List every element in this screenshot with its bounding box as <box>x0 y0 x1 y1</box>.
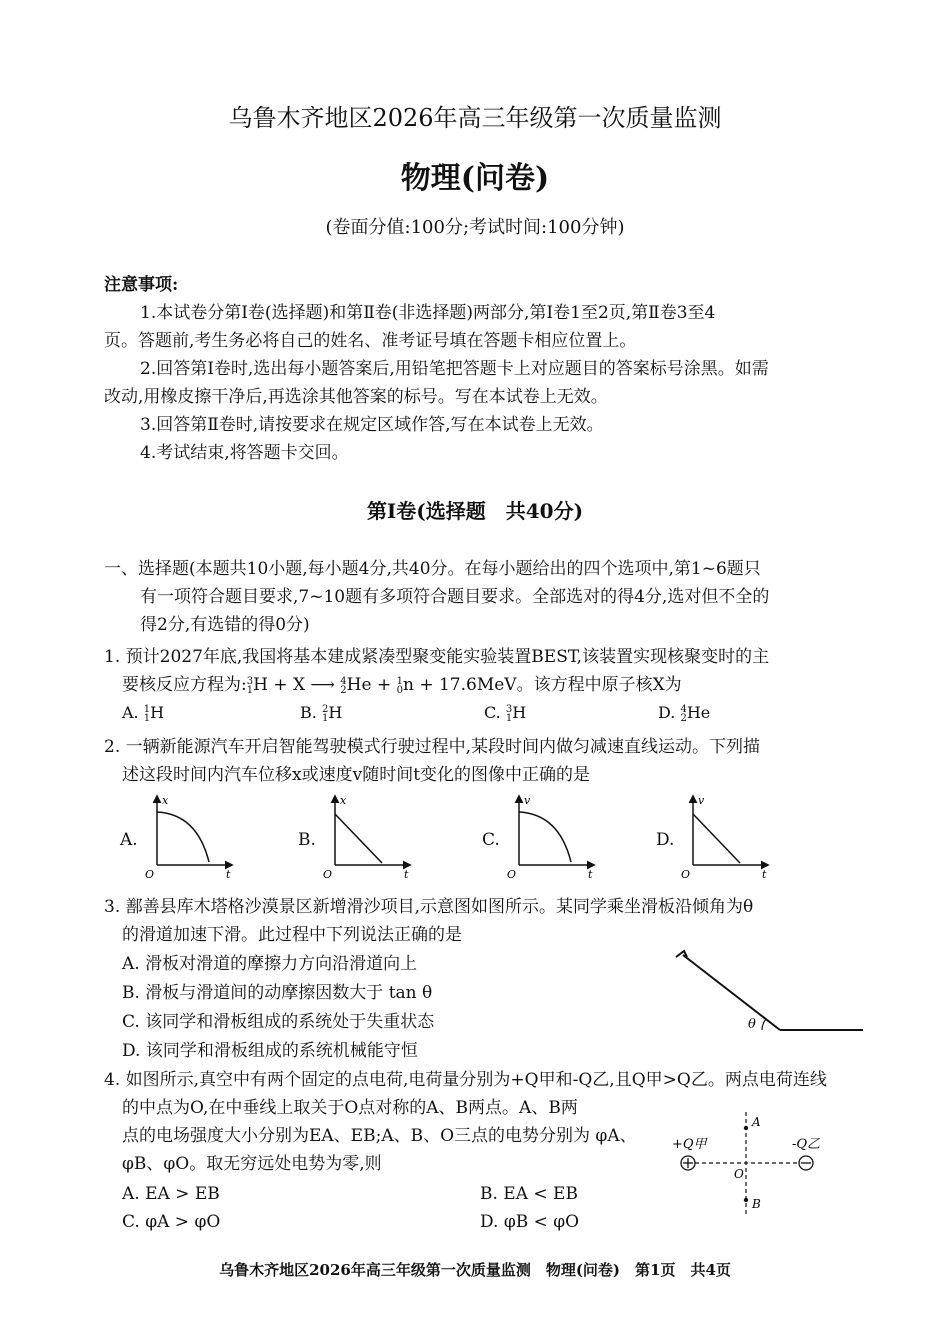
q1-equation-part-a: H + X ⟶ <box>253 675 341 695</box>
q1-equation-prefix: 要核反应方程为: <box>122 675 247 695</box>
notice-item4: 4.考试结束,将答题卡交回。 <box>140 443 349 463</box>
q2-axis-y-d: v <box>698 794 705 807</box>
q2-axis-x-b: t <box>404 868 409 880</box>
q2-graph-label-d: D. <box>656 830 675 850</box>
q1-option-b <box>300 703 342 723</box>
q4-option-b: B. EA < EB <box>480 1184 578 1204</box>
q1-option-nuclide-numbers: 2 1 <box>321 703 329 724</box>
q3-stem-line2: 的滑道加速下滑。此过程中下列说法正确的是 <box>122 925 462 945</box>
q2-line-d <box>693 814 740 863</box>
q1-option-nuclide-numbers: 4 2 <box>680 703 687 724</box>
q2-graph-label-c: C. <box>482 830 500 850</box>
q4-option-a: A. EA > EB <box>122 1184 220 1204</box>
nuclide-he4: 4 2 <box>340 675 347 696</box>
q2-axis-x-a: t <box>226 868 231 880</box>
q2-origin-b: O <box>323 868 333 880</box>
part1-instructions-line2: 有一项符合题目要求,7~10题有多项符合题目要求。全部选对的得4分,选对但不全的 <box>140 587 770 607</box>
q1-option-label: C. <box>484 703 506 722</box>
q2-graph-label-a: A. <box>120 830 138 850</box>
q2-curve-c <box>519 812 571 862</box>
section-title: 第Ⅰ卷(选择题 共40分) <box>366 499 584 523</box>
notice-heading: 注意事项: <box>104 275 179 295</box>
notice-item1-line2: 页。答题前,考生务必将自己的姓名、准考证号填在答题卡相应位置上。 <box>104 331 637 351</box>
q4-label-a: A <box>752 1115 761 1129</box>
q2-axis-x-d: t <box>762 868 767 880</box>
q3-slide-figure <box>668 940 868 1040</box>
q2-axis-x-c: t <box>588 868 593 880</box>
q2-stem-line2: 述这段时间内汽车位移x或速度v随时间t变化的图像中正确的是 <box>122 765 591 785</box>
part1-instructions-line1: 一、选择题(本题共10小题,每小题4分,共40分。在每小题给出的四个选项中,第1~6题只 <box>104 559 761 579</box>
q1-option-symbol: H <box>512 703 527 722</box>
notice-item2-line2: 改动,用橡皮擦干净后,再选涂其他答案的标号。写在本试卷上无效。 <box>104 387 608 407</box>
q4-label-b: B <box>752 1197 761 1211</box>
q3-option-b: B. 滑板与滑道间的动摩擦因数大于 tan θ <box>122 983 433 1003</box>
exam-info: (卷面分值:100分;考试时间:100分钟) <box>325 217 625 238</box>
q4-label-o: O <box>734 1167 744 1181</box>
q2-origin-d: O <box>681 868 691 880</box>
q3-option-a: A. 滑板对滑道的摩擦力方向沿滑道向上 <box>122 954 418 974</box>
q3-option-d: D. 该同学和滑板组成的系统机械能守恒 <box>122 1041 418 1061</box>
q3-angle-label: θ <box>748 1017 756 1032</box>
q4-stem-line1: 4. 如图所示,真空中有两个固定的点电荷,电荷量分别为+Q甲和-Q乙,且Q甲>Q乙。两点电荷连线 <box>104 1070 827 1090</box>
q4-label-neg-charge: -Q乙 <box>792 1137 821 1152</box>
part1-instructions-line3: 得2分,有选错的得0分) <box>140 615 310 635</box>
q2-axis-y-a: x <box>162 794 169 807</box>
q1-option-symbol: H <box>150 703 165 722</box>
nuclide-h3: 3 1 <box>246 675 254 696</box>
q2-graph-a <box>142 790 237 880</box>
q3-option-c: C. 该同学和滑板组成的系统处于失重状态 <box>122 1012 435 1032</box>
q4-label-pos-charge: +Q甲 <box>672 1137 707 1152</box>
q2-graph-c <box>504 790 599 880</box>
q2-graph-d <box>678 790 773 880</box>
q2-origin-a: O <box>145 868 155 880</box>
q4-stem-line4: φB、φO。取无穷远处电势为零,则 <box>122 1154 382 1174</box>
q4-stem-line3: 点的电场强度大小分别为EA、EB;A、B、O三点的电势分别为 φA、 <box>122 1126 637 1146</box>
q2-graph-label-b: B. <box>298 830 316 850</box>
q1-option-label: D. <box>658 703 681 722</box>
q2-line-b <box>335 814 382 863</box>
notice-item3: 3.回答第Ⅱ卷时,请按要求在规定区域作答,写在本试卷上无效。 <box>140 415 604 435</box>
q4-option-c: C. φA > φO <box>122 1212 221 1232</box>
q1-option-label: A. <box>122 703 144 722</box>
q1-option-c <box>484 703 526 723</box>
q2-graph-b <box>320 790 415 880</box>
exam-title: 乌鲁木齐地区2026年高三年级第一次质量监测 <box>228 104 722 132</box>
q3-angle-arc <box>762 1019 766 1030</box>
q1-stem-line1: 1. 预计2027年底,我国将基本建成紧凑型聚变能实验装置BEST,该装置实现核聚变时的主 <box>104 647 770 667</box>
q1-equation-part-c: n + 17.6MeV。该方程中原子核X为 <box>402 675 682 695</box>
q4-charges-figure <box>662 1108 852 1218</box>
notice-item1-line1: 1.本试卷分第Ⅰ卷(选择题)和第Ⅱ卷(非选择题)两部分,第Ⅰ卷1至2页,第Ⅱ卷3至4 <box>140 303 716 323</box>
q1-stem-line2 <box>122 671 682 699</box>
q1-option-d <box>658 703 710 723</box>
q1-option-symbol: He <box>686 703 711 722</box>
q2-origin-c: O <box>507 868 517 880</box>
q2-axis-y-c: v <box>524 794 531 807</box>
q4-point-b <box>744 1198 748 1202</box>
q4-option-d: D. φB < φO <box>480 1212 580 1232</box>
q2-stem-line1: 2. 一辆新能源汽车开启智能驾驶模式行驶过程中,某段时间内做匀减速直线运动。下列描 <box>104 737 761 757</box>
q1-option-label: B. <box>300 703 322 722</box>
q2-axis-y-b: x <box>340 794 347 807</box>
q1-option-nuclide-numbers: 1 1 <box>143 703 151 724</box>
q3-stem-line1: 3. 鄯善县库木塔格沙漠景区新增滑沙项目,示意图如图所示。某同学乘坐滑板沿倾角为θ <box>104 897 754 917</box>
q4-point-a <box>744 1126 748 1130</box>
q1-option-a <box>122 703 164 723</box>
q1-equation-part-b: He + <box>346 675 397 695</box>
nuclide-n1: 1 0 <box>396 675 403 696</box>
subject-title: 物理(问卷) <box>400 161 550 196</box>
notice-item2-line1: 2.回答第Ⅰ卷时,选出每小题答案后,用铅笔把答题卡上对应题目的答案标号涂黑。如需 <box>140 359 769 379</box>
q1-option-nuclide-numbers: 3 1 <box>505 703 513 724</box>
q1-option-symbol: H <box>328 703 343 722</box>
page-footer: 乌鲁木齐地区2026年高三年级第一次质量监测 物理(问卷) 第1页 共4页 <box>219 1261 731 1279</box>
q4-stem-line2: 的中点为O,在中垂线上取关于O点对称的A、B两点。A、B两 <box>122 1098 578 1118</box>
q2-curve-a <box>157 812 209 862</box>
